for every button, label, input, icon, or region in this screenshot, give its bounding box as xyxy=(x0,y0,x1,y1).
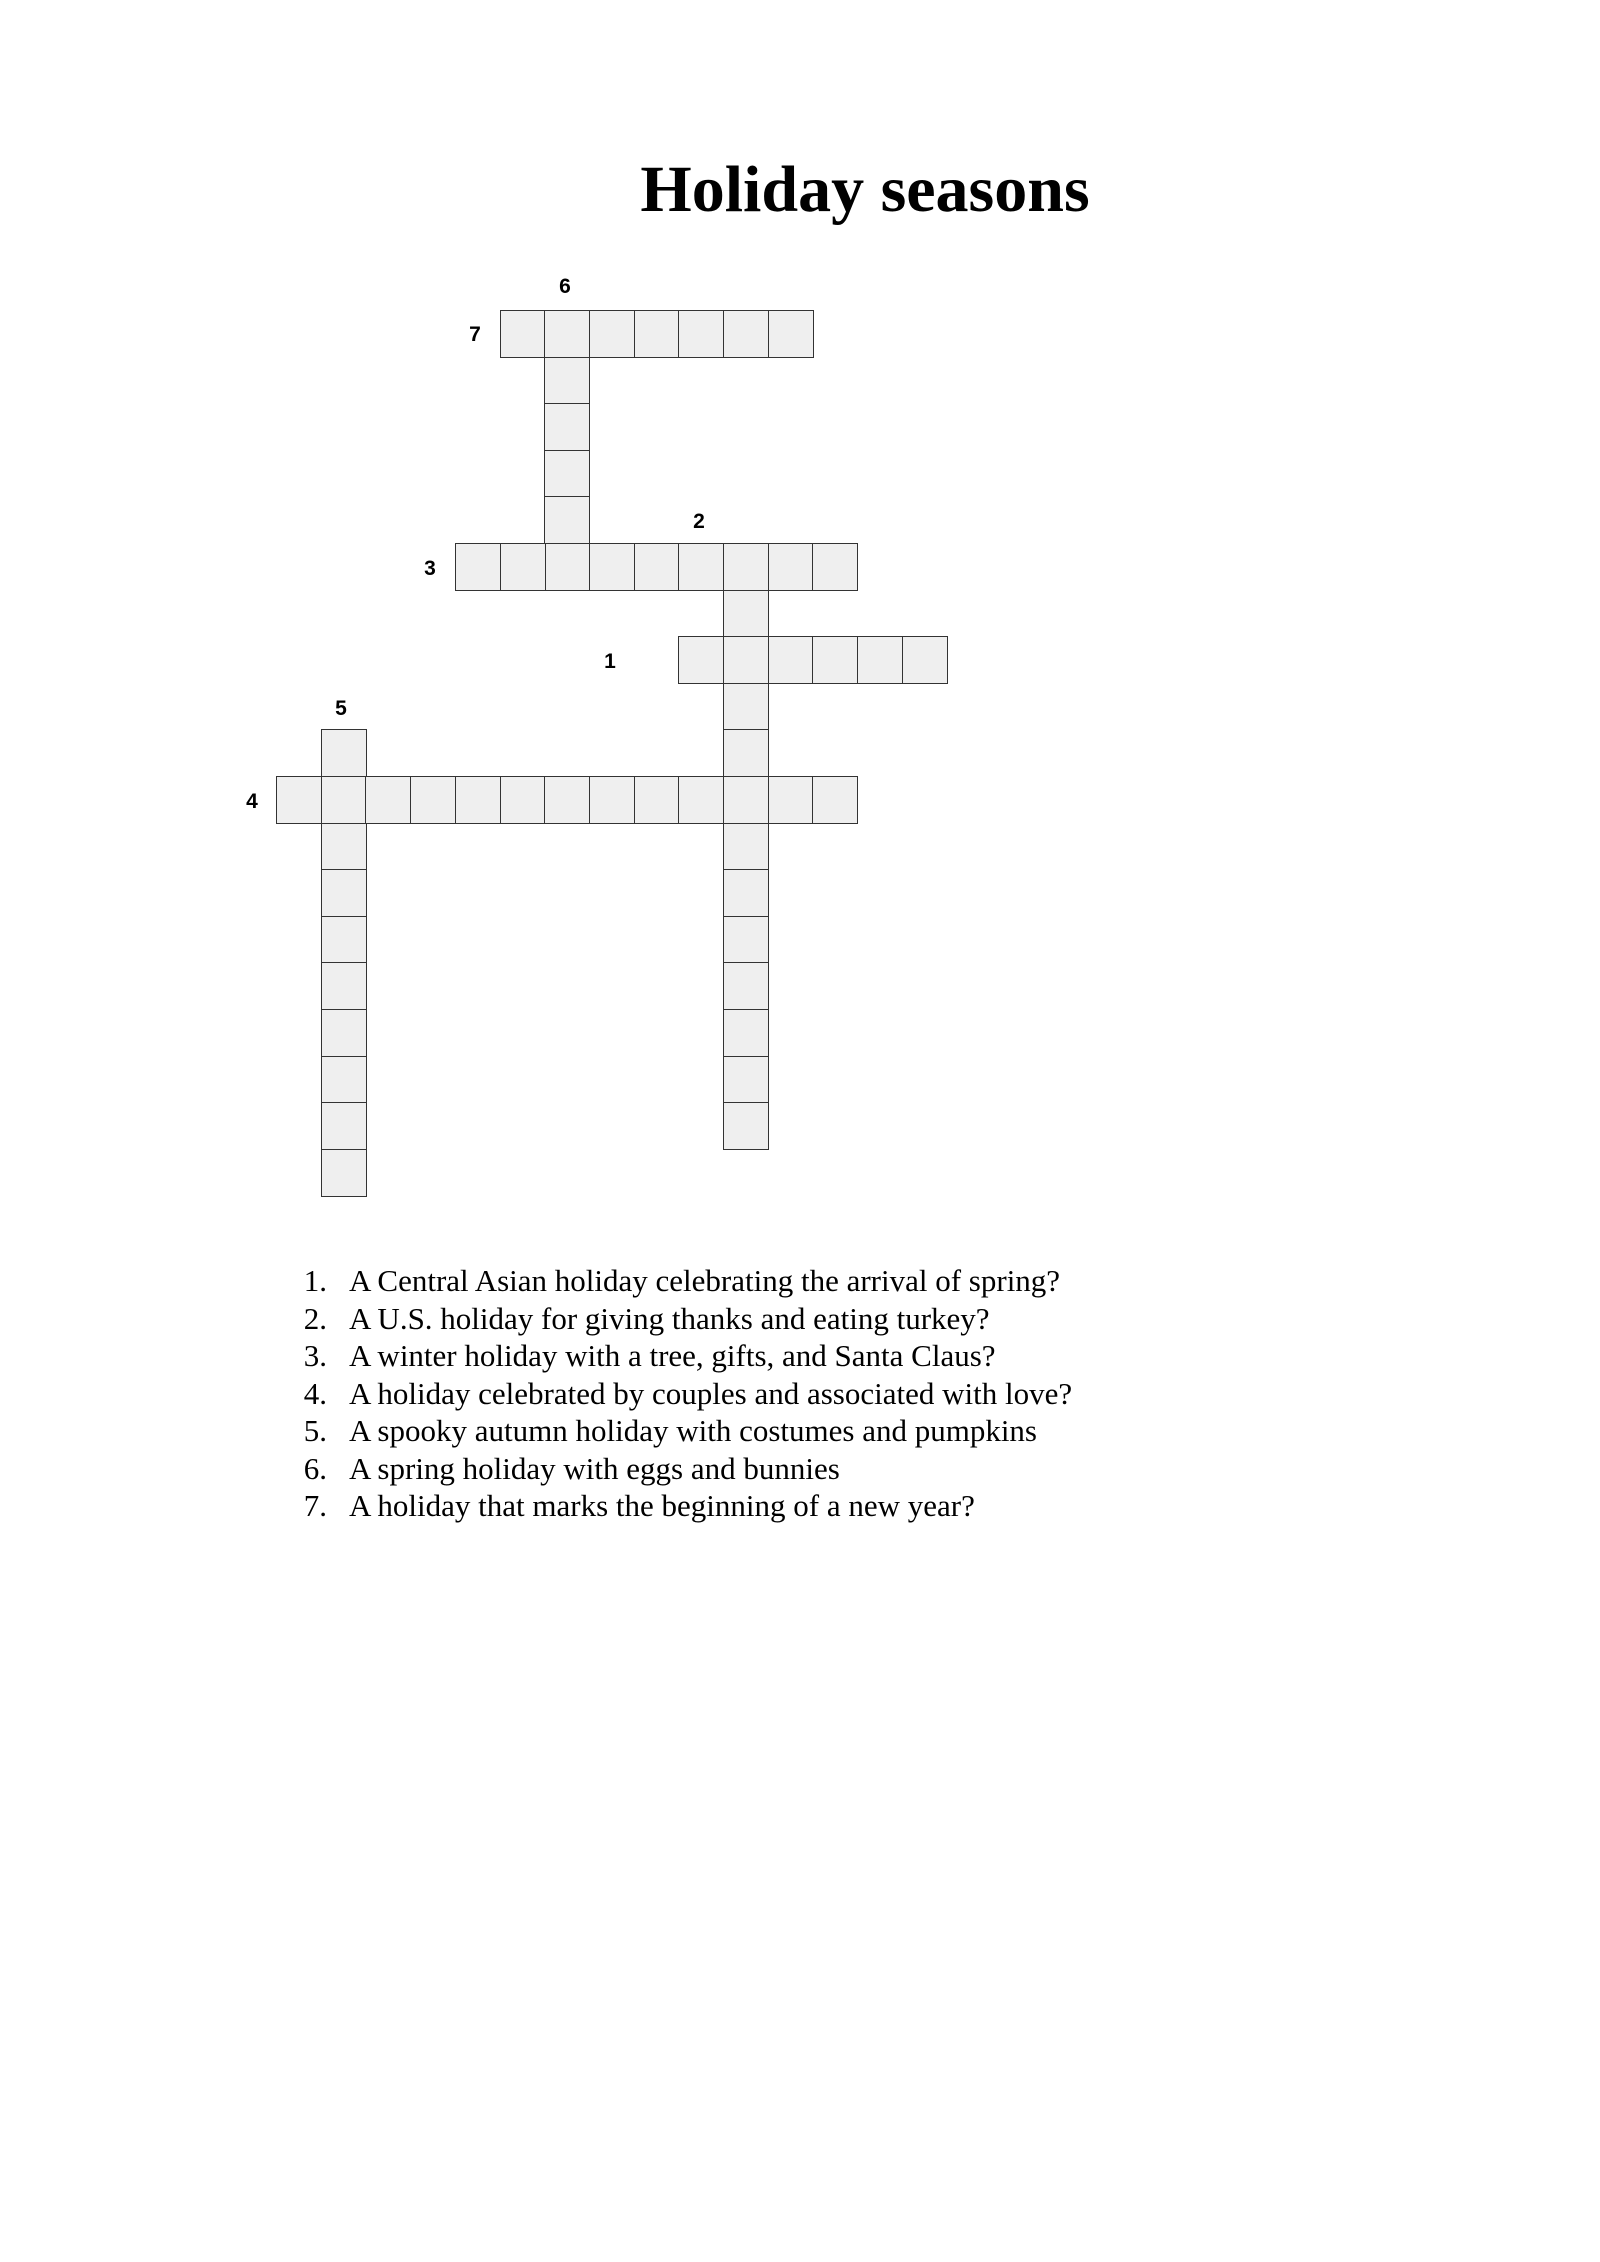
crossword-cell xyxy=(321,1102,367,1150)
clue-item-number: 5 . xyxy=(270,1412,327,1450)
crossword-cell xyxy=(723,683,769,731)
crossword-cell xyxy=(723,869,769,917)
crossword-cell xyxy=(321,776,367,824)
clue-item-text: A spooky autumn holiday with costumes and pumpkins xyxy=(349,1413,1037,1448)
crossword-cell xyxy=(410,776,456,824)
crossword-cell xyxy=(500,543,546,591)
crossword-cell xyxy=(678,636,724,684)
crossword-cell xyxy=(723,310,769,358)
clue-number-4: 4 xyxy=(246,790,258,813)
crossword-cell xyxy=(321,823,367,871)
clue-item-text: A U.S. holiday for giving thanks and eating turkey? xyxy=(349,1300,990,1336)
clue-item-text: A Central Asian holiday celebrating the arrival of spring? xyxy=(349,1263,1061,1298)
clue-item xyxy=(270,1300,1072,1338)
crossword-cell xyxy=(678,776,724,824)
crossword-cell xyxy=(500,776,546,824)
crossword-cell xyxy=(723,823,769,871)
crossword-cell xyxy=(723,1009,769,1057)
crossword-cell xyxy=(321,1009,367,1057)
crossword-cell xyxy=(723,543,769,591)
clue-item xyxy=(270,1337,1072,1375)
crossword-cell xyxy=(723,636,769,684)
crossword-cell xyxy=(321,1149,367,1197)
crossword-cell xyxy=(634,310,680,358)
crossword-cell xyxy=(321,962,367,1010)
clue-list xyxy=(270,1262,1072,1525)
crossword-cell xyxy=(544,776,590,824)
crossword-cell xyxy=(634,543,680,591)
crossword-cell xyxy=(723,916,769,964)
clue-item-text: A holiday that marks the beginning of a new year? xyxy=(349,1488,975,1523)
clue-number-7: 7 xyxy=(469,323,481,346)
clue-item-number: 6 . xyxy=(270,1450,327,1488)
crossword-cell xyxy=(544,450,590,498)
clue-number-3: 3 xyxy=(424,557,436,580)
clue-item xyxy=(270,1375,1072,1413)
crossword-cell xyxy=(768,543,814,591)
crossword-cell xyxy=(812,543,858,591)
crossword-cell xyxy=(544,310,590,358)
crossword-cell xyxy=(321,729,367,777)
crossword-cell xyxy=(857,636,903,684)
page-title: Holiday seasons xyxy=(640,153,1090,226)
crossword-cell xyxy=(321,869,367,917)
clue-number-5: 5 xyxy=(335,697,347,720)
crossword-cell xyxy=(589,776,635,824)
crossword-cell xyxy=(634,776,680,824)
clue-item xyxy=(270,1487,1072,1525)
crossword-cell xyxy=(455,543,501,591)
clue-item-text: A spring holiday with eggs and bunnies xyxy=(349,1450,840,1486)
crossword-cell xyxy=(321,916,367,964)
crossword-cell xyxy=(365,776,411,824)
clue-item-number: 2 . xyxy=(270,1300,327,1338)
crossword-cell xyxy=(544,543,590,591)
crossword-cell xyxy=(544,357,590,405)
crossword-cell xyxy=(902,636,948,684)
crossword-cell xyxy=(500,310,546,358)
crossword-cell xyxy=(723,1056,769,1104)
clue-number-6: 6 xyxy=(559,275,571,298)
clue-item xyxy=(270,1450,1072,1488)
crossword-cell xyxy=(678,310,724,358)
crossword-cell xyxy=(812,636,858,684)
clue-item-number: 1 . xyxy=(270,1262,327,1300)
crossword-cell xyxy=(589,310,635,358)
crossword-cell xyxy=(812,776,858,824)
crossword-cell xyxy=(544,496,590,544)
clue-item xyxy=(270,1412,1072,1450)
crossword-cell xyxy=(723,962,769,1010)
clue-item-text: A holiday celebrated by couples and associated with love? xyxy=(349,1375,1073,1411)
crossword-cell xyxy=(768,776,814,824)
crossword-cell xyxy=(768,636,814,684)
crossword-cell xyxy=(723,590,769,638)
clue-item-text: A winter holiday with a tree, gifts, and Santa Claus? xyxy=(349,1338,996,1373)
crossword-cell xyxy=(723,1102,769,1150)
crossword-cell xyxy=(723,729,769,777)
clue-number-1: 1 xyxy=(604,650,616,673)
crossword-cell xyxy=(723,776,769,824)
crossword-cell xyxy=(678,543,724,591)
clue-number-2: 2 xyxy=(693,510,705,533)
clue-item xyxy=(270,1262,1072,1300)
crossword-cell xyxy=(321,1056,367,1104)
crossword-cell xyxy=(276,776,322,824)
crossword-cell xyxy=(544,403,590,451)
clue-item-number: 7 . xyxy=(270,1487,327,1525)
clue-item-number: 3 . xyxy=(270,1337,327,1375)
crossword-cell xyxy=(455,776,501,824)
crossword-cell xyxy=(768,310,814,358)
crossword-cell xyxy=(589,543,635,591)
clue-item-number: 4 . xyxy=(270,1375,327,1413)
